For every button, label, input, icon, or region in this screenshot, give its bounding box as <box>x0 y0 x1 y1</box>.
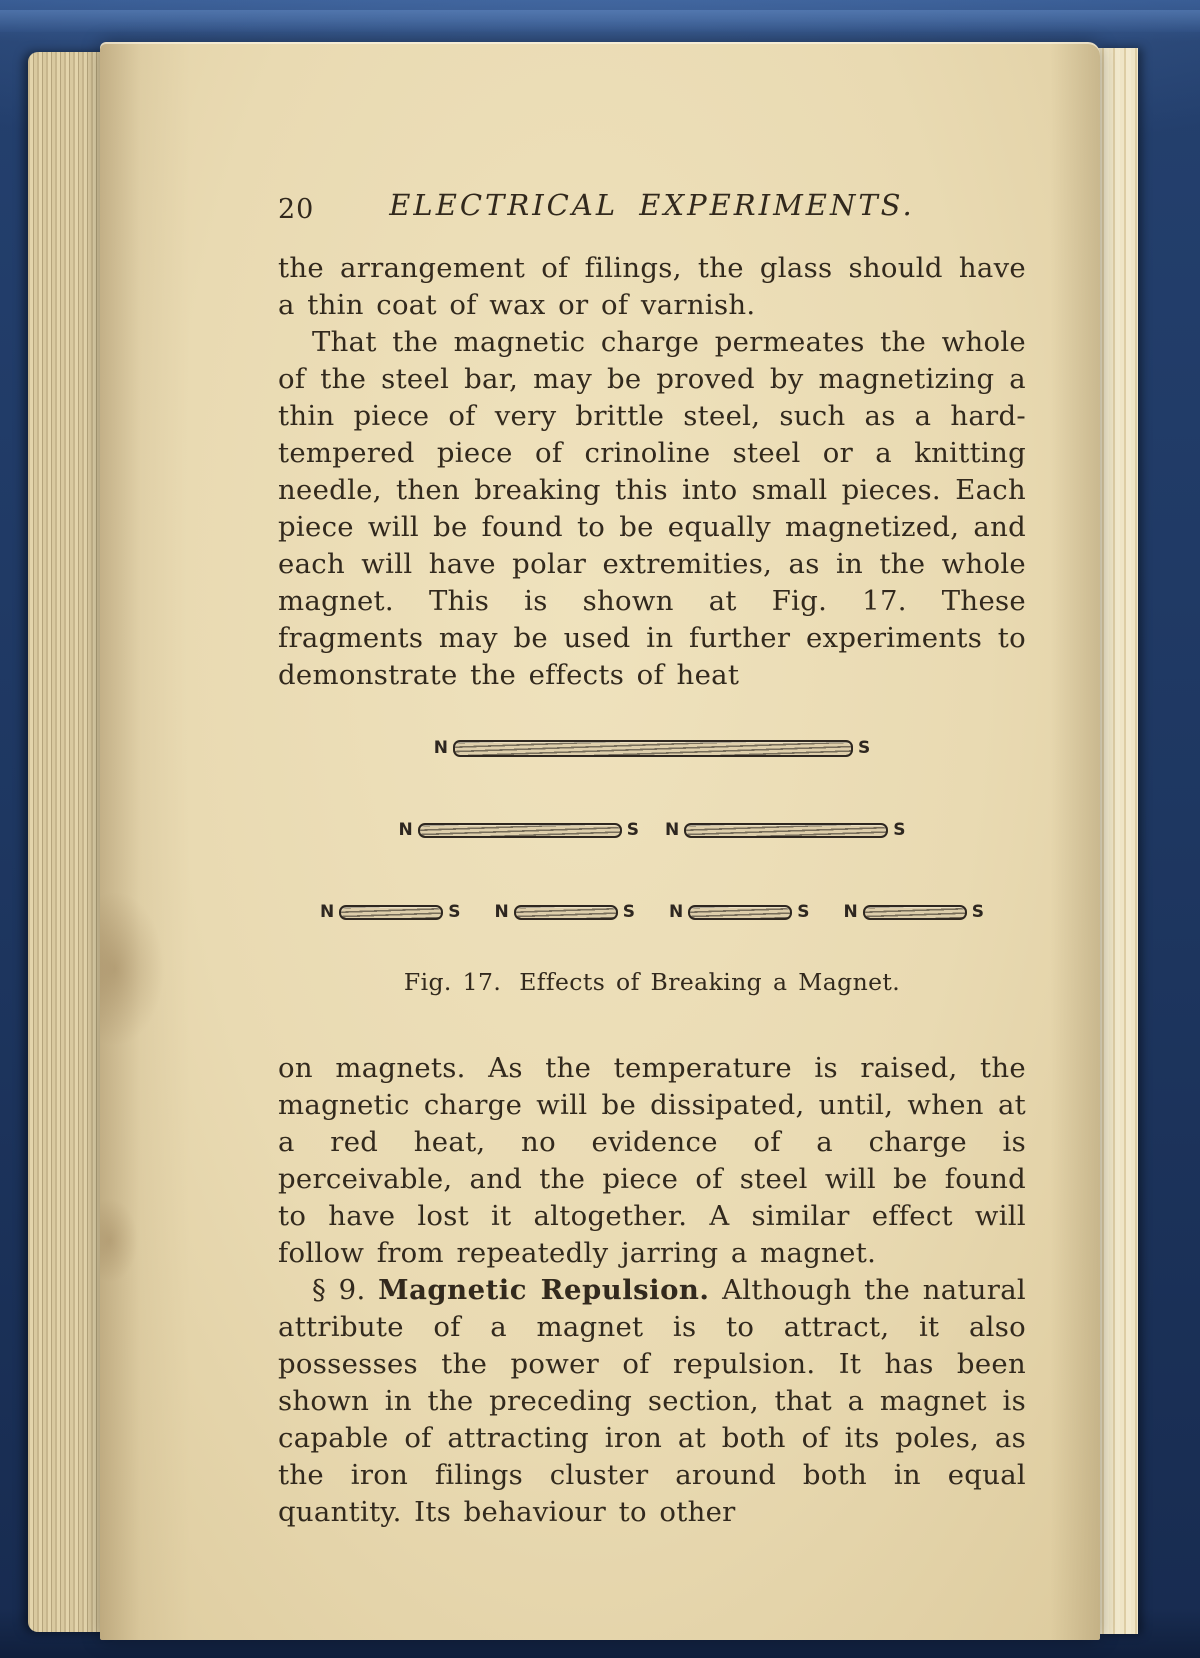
magnet <box>660 820 910 840</box>
magnet-bar <box>863 905 967 920</box>
pole-label-s: S <box>971 902 984 922</box>
pole-label-s: S <box>448 902 461 922</box>
magnet-row-quarters <box>278 902 1026 922</box>
figure-rows <box>278 738 1026 922</box>
magnet-row-halves <box>278 820 1026 840</box>
paragraph-text: the arrangement of filings, the glass should have a thin coat of wax or of varnish. <box>278 252 1026 321</box>
page-content <box>278 188 1026 1531</box>
pole-label-s: S <box>797 902 810 922</box>
page-number: 20 <box>278 194 315 225</box>
paragraph-text: § 9. <box>312 1274 379 1306</box>
magnet-bar <box>453 740 853 757</box>
magnet-bar <box>688 905 792 920</box>
magnet-bar <box>339 905 443 920</box>
magnet-bar <box>684 823 888 838</box>
magnet-bar <box>514 905 618 920</box>
magnet <box>315 902 465 922</box>
magnet <box>429 738 875 758</box>
text-block-after-figure <box>278 1050 1026 1531</box>
section-heading-inline: Magnetic Repulsion. <box>378 1274 710 1306</box>
pole-label-n: N <box>665 820 680 840</box>
page-header <box>278 188 1026 232</box>
paragraph-text: on magnets. As the temperature is raised, the magnetic charge will be dissipated, until, when at a red heat, no evidence of a charge is perceivable, and the piece of steel will be found to have lost it altogether. A similar effect will follow from repeatedly jarring a magnet. <box>278 1052 1026 1269</box>
pole-label-s: S <box>626 820 639 840</box>
magnet-row-whole-magnet <box>278 738 1026 758</box>
book-cover-top-band <box>0 10 1200 32</box>
paragraph <box>278 324 1026 694</box>
figure-caption-text: Effects of Breaking a Magnet. <box>519 968 901 996</box>
book-page <box>100 42 1100 1640</box>
pole-label-n: N <box>398 820 413 840</box>
magnet <box>394 820 644 840</box>
pole-label-n: N <box>320 902 335 922</box>
paragraph-text: Although the natural attribute of a magnet is to attract, it also possesses the power of repulsion. It has been shown in the preceding section, that a magnet is capable of attracting iron at both of its poles, as the iron filings cluster around both in equal quantity. Its behaviour to other <box>278 1274 1026 1528</box>
stacked-page-edges <box>28 52 110 1632</box>
pole-label-n: N <box>433 738 448 758</box>
pole-label-s: S <box>893 820 906 840</box>
paragraph-text: That the magnetic charge permeates the whole of the steel bar, may be proved by magnetizing a thin piece of very brittle steel, such as a hard-tempered piece of crinoline steel or a knitting needle, then breaking this into small pieces. Each piece will be found to be equally magnetized, and each will have polar extremities, as in the whole magnet. This is shown at Fig. 17. These fragments may be used in further experiments to demonstrate the effects of heat <box>278 326 1026 691</box>
magnet <box>490 902 640 922</box>
pole-label-s: S <box>857 738 871 758</box>
pole-label-n: N <box>843 902 858 922</box>
magnet-bar <box>418 823 622 838</box>
figure-magnets <box>278 738 1026 996</box>
paragraph <box>278 1272 1026 1531</box>
running-header: ELECTRICAL EXPERIMENTS. <box>389 188 915 222</box>
magnet <box>838 902 988 922</box>
fore-edge-pages <box>1098 48 1138 1634</box>
pole-label-s: S <box>622 902 635 922</box>
figure-caption <box>278 968 1026 996</box>
magnet <box>664 902 814 922</box>
figure-caption-label: Fig. 17. <box>403 968 502 996</box>
paragraph <box>278 1050 1026 1272</box>
pole-label-n: N <box>494 902 509 922</box>
pole-label-n: N <box>669 902 684 922</box>
text-block-before-figure <box>278 250 1026 694</box>
paragraph <box>278 250 1026 324</box>
